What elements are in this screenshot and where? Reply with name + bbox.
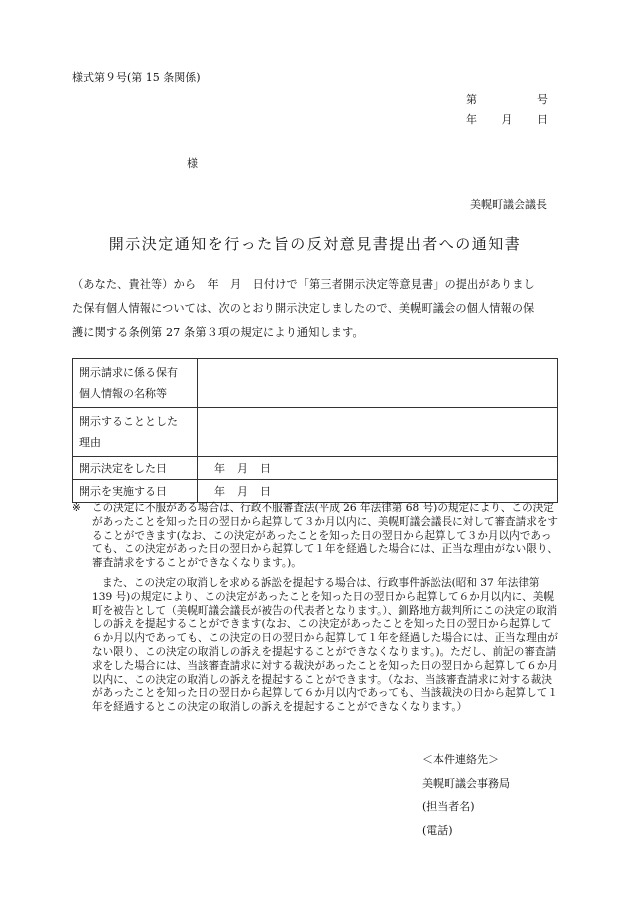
row-value [198, 480, 558, 503]
table-row [73, 359, 558, 408]
row-label: 開示請求に係る保有 個人情報の名称等 [73, 359, 198, 408]
note-lawsuit: また、この決定の取消しを求める訴訟を提起する場合は、行政事件訴訟法(昭和 37 年法律第 139 号)の規定により、この決定があったことを知った日の翌日から起算して６か月以内に、美幌町を被告として（美幌町議会議長が被告の代表者となります。）、釧路地方裁判所にこの決定の取消しの訴えを提起することができます(なお、この決定があったことを知った日の翌日から起算して６か月以内であっても、この決定の日の翌日から起算して１年を経過した場合には、正当な理由がない限り、この決定の取消しの訴えを提起することができなくなります。)。ただし、前記の審査請求をした場合には、当該審査請求に対する裁決があったことを知った日の翌日から起算して６か月以内に、この決定の取消しの訴えを提起することができます。（なお、当該審査請求に対する裁決があったことを知った日の翌日から起算して６か月以内であっても、当該裁決の日から起算して１年を経過するとこの決定の取消しの訴えを提起することができなくなります。） [92, 576, 559, 714]
form-number: 様式第９号(第 15 条関係) [72, 71, 201, 84]
row-label: 開示を実施する日 [73, 480, 198, 503]
document-date [466, 111, 548, 127]
body-paragraph [72, 273, 564, 345]
notes-section [72, 502, 560, 715]
contact-person: (担当者名) [422, 800, 475, 813]
date-month: 月 [501, 113, 513, 126]
contact-phone: (電話) [422, 823, 453, 837]
decision-date: 年 月 日 [214, 462, 271, 475]
contact-block [422, 748, 510, 842]
note-objection [72, 502, 560, 571]
sender: 美幌町議会議長 [470, 198, 547, 211]
date-day: 日 [537, 113, 548, 126]
date-year: 年 [466, 113, 477, 126]
row-value [198, 359, 558, 408]
addressee: 様 [187, 157, 198, 170]
table-row [73, 408, 558, 457]
document-number [466, 91, 548, 107]
body-line: 護に関する条例第 27 条第３項の規定により通知します。 [72, 326, 364, 339]
body-line: （あなた、貴社等）から 年 月 日付けで「第三者開示決定等意見書」の提出がありまし [72, 278, 535, 291]
row-value [198, 457, 558, 480]
info-table [72, 358, 558, 503]
row-value [198, 408, 558, 457]
implementation-date: 年 月 日 [214, 485, 271, 498]
row-label: 開示決定をした日 [73, 457, 198, 480]
contact-office: 美幌町議会事務局 [422, 776, 510, 790]
table-row [73, 457, 558, 480]
contact-heading: ＜本件連絡先＞ [422, 753, 499, 766]
row-label: 開示することとした 理由 [73, 408, 198, 457]
doc-number-suffix: 号 [537, 93, 548, 106]
note-text: この決定に不服がある場合は、行政不服審査法(平成 26 年法律第 68 号)の規定により、この決定があったことを知った日の翌日から起算して３か月以内に、美幌町議会議長に対して審査請求をすることができます(なお、この決定があったことを知った日の翌日から起算して３か月以内であっても、この決定があった日の翌日から起算して１年を経過した場合には、正当な理由がない限り、審査請求をすることができなくなります。)。 [92, 502, 559, 570]
doc-number-label: 第 [466, 93, 477, 106]
body-line: た保有個人情報については、次のとおり開示決定しましたので、美幌町議会の個人情報の保 [72, 302, 535, 315]
note-mark: ※ [72, 502, 81, 514]
document-title: 開示決定通知を行った旨の反対意見書提出者への通知書 [108, 235, 522, 253]
table-row [73, 480, 558, 503]
